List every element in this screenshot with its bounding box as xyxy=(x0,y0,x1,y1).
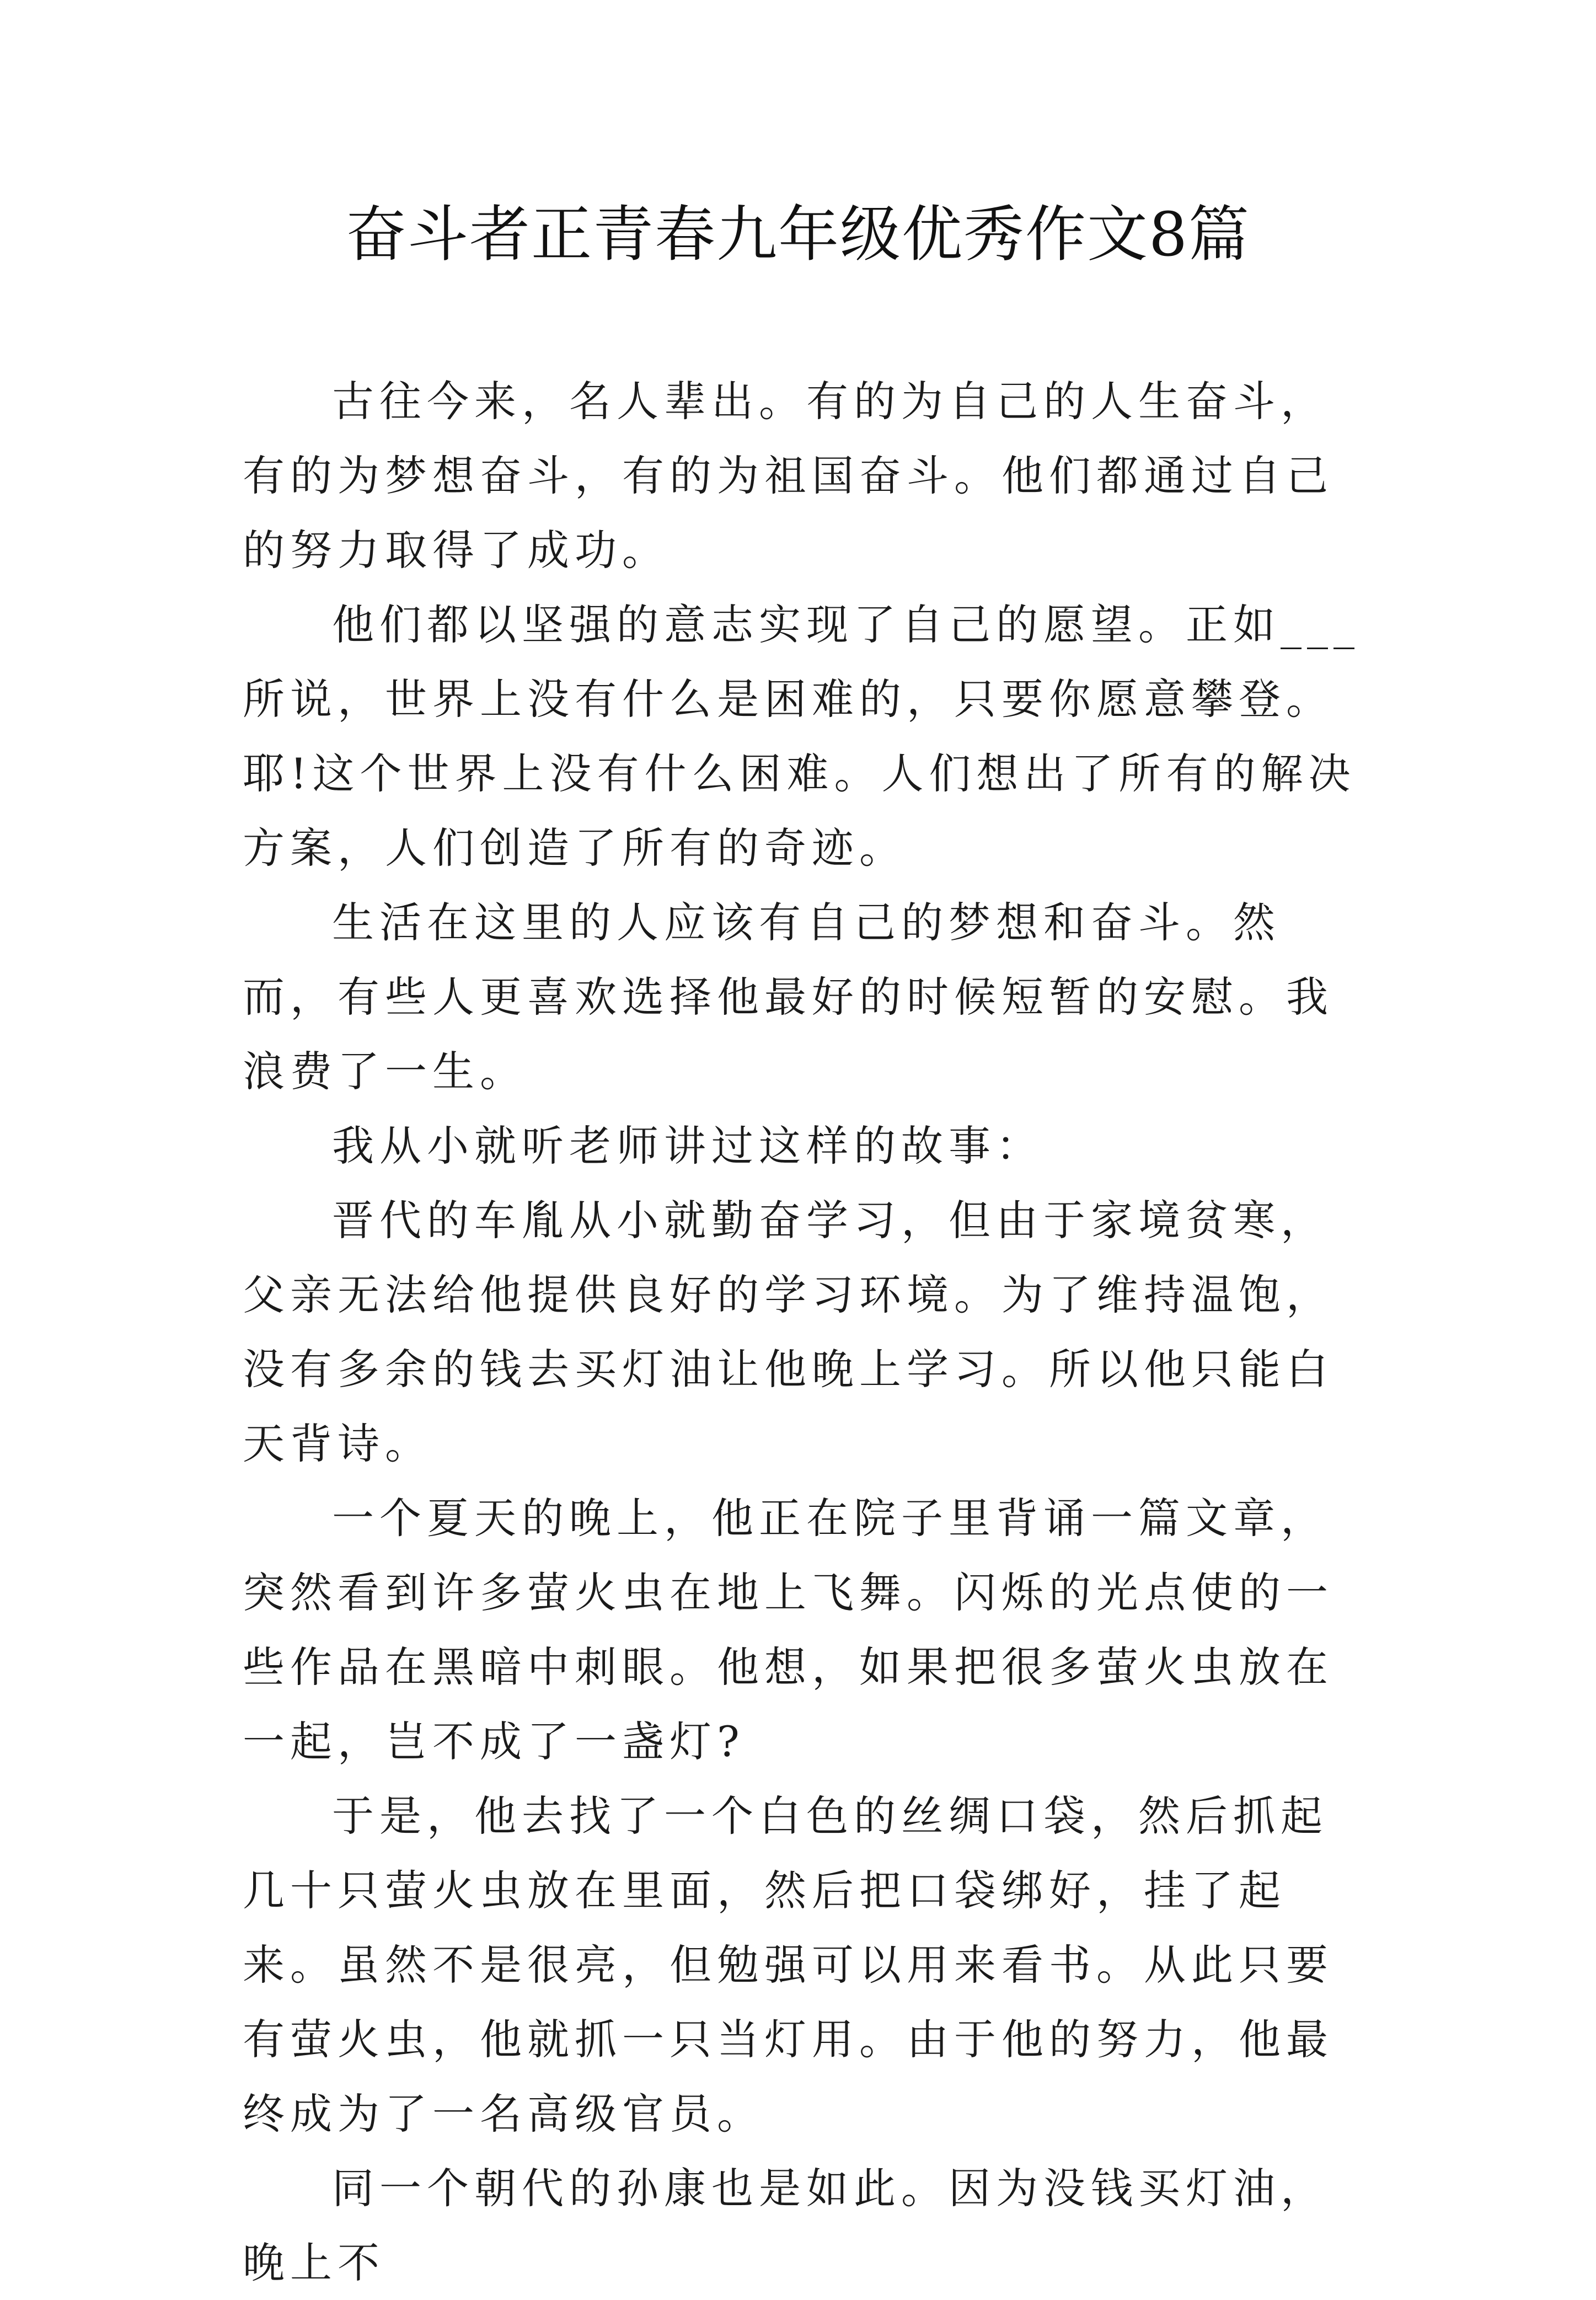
paragraph-6: 一个夏天的晚上，他正在院子里背诵一篇文章，突然看到许多萤火虫在地上飞舞。闪烁的光点使的一些作品在黑暗中刺眼。他想，如果把很多萤火虫放在一起，岂不成了一盏灯? xyxy=(243,1494,1333,1766)
paragraph-2: 他们都以坚强的意志实现了自己的愿望。正如___所说，世界上没有什么是困难的，只要你愿意攀登。耶!这个世界上没有什么困难。人们想出了所有的解决方案，人们创造了所有的奇迹。 xyxy=(243,600,1360,873)
paragraph-8: 同一个朝代的孙康也是如此。因为没钱买灯油，晚上不 xyxy=(243,2164,1328,2287)
document-title: 奋斗者正青春九年级优秀作文8篇 xyxy=(346,199,1250,270)
paragraph-1: 古往今来，名人辈出。有的为自己的人生奋斗，有的为梦想奋斗，有的为祖国奋斗。他们都通过自己的努力取得了成功。 xyxy=(243,377,1333,575)
paragraph-3: 生活在这里的人应该有自己的梦想和奋斗。然而，有些人更喜欢选择他最好的时候短暂的安慰。我浪费了一生。 xyxy=(243,898,1333,1096)
document-body xyxy=(243,364,1362,2300)
paragraph-4: 我从小就听老师讲过这样的故事： xyxy=(332,1121,1043,1170)
paragraph-5: 晋代的车胤从小就勤奋学习，但由于家境贫寒，父亲无法给他提供良好的学习环境。为了维持温饱，没有多余的钱去买灯油让他晚上学习。所以他只能白天背诗。 xyxy=(243,1196,1333,1468)
paragraph-7: 于是，他去找了一个白色的丝绸口袋，然后抓起几十只萤火虫放在里面，然后把口袋绑好，挂了起来。虽然不是很亮，但勉强可以用来看书。从此只要有萤火虫，他就抓一只当灯用。由于他的努力，他最终成为了一名高级官员。 xyxy=(243,1791,1333,2138)
